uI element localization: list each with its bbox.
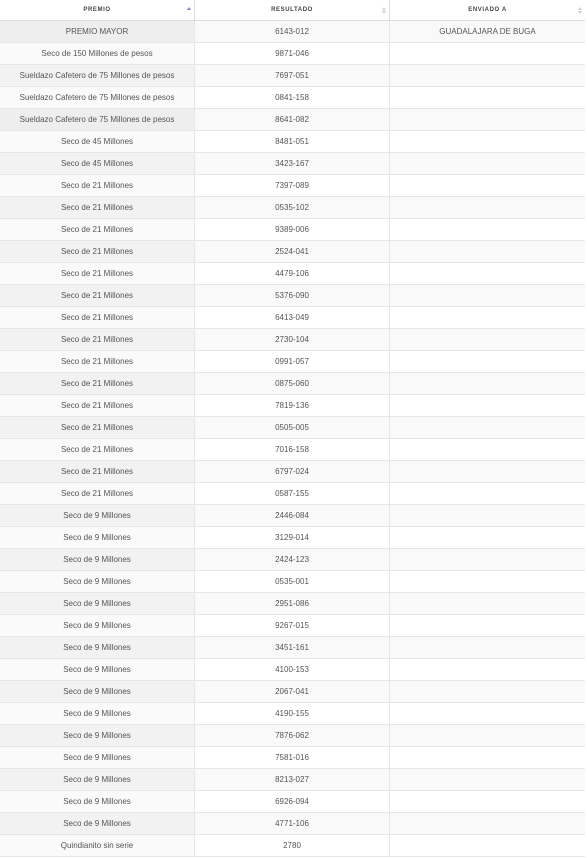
cell-resultado: 7876-062	[195, 725, 390, 746]
cell-resultado: 9871-046	[195, 43, 390, 64]
table-row	[0, 439, 585, 461]
table-row	[0, 791, 585, 813]
table-row	[0, 593, 585, 615]
cell-enviado-a	[390, 373, 585, 394]
cell-enviado-a	[390, 703, 585, 724]
cell-premio: Seco de 9 Millones	[0, 791, 195, 812]
cell-premio: Sueldazo Cafetero de 75 Millones de pesos	[0, 65, 195, 86]
cell-premio: Quindianito sin serie	[0, 835, 195, 856]
cell-premio: Seco de 9 Millones	[0, 659, 195, 680]
cell-enviado-a	[390, 109, 585, 130]
cell-enviado-a	[390, 395, 585, 416]
cell-enviado-a	[390, 571, 585, 592]
cell-enviado-a	[390, 153, 585, 174]
table-row	[0, 219, 585, 241]
cell-resultado: 7397-089	[195, 175, 390, 196]
cell-resultado: 3451-161	[195, 637, 390, 658]
cell-enviado-a	[390, 769, 585, 790]
cell-premio: Seco de 21 Millones	[0, 241, 195, 262]
table-row	[0, 241, 585, 263]
cell-premio: Seco de 45 Millones	[0, 131, 195, 152]
cell-enviado-a	[390, 197, 585, 218]
cell-resultado: 8481-051	[195, 131, 390, 152]
sort-arrows-icon[interactable]	[577, 5, 582, 15]
table-row	[0, 505, 585, 527]
cell-premio: Seco de 45 Millones	[0, 153, 195, 174]
table-row	[0, 725, 585, 747]
cell-resultado: 4771-106	[195, 813, 390, 834]
table-row	[0, 175, 585, 197]
cell-premio: Seco de 21 Millones	[0, 417, 195, 438]
table-row	[0, 659, 585, 681]
table-row	[0, 263, 585, 285]
table-row	[0, 483, 585, 505]
cell-enviado-a	[390, 593, 585, 614]
cell-resultado: 2524-041	[195, 241, 390, 262]
cell-enviado-a	[390, 505, 585, 526]
cell-enviado-a	[390, 241, 585, 262]
table-row	[0, 21, 585, 43]
cell-resultado: 0587-155	[195, 483, 390, 504]
cell-premio: Seco de 21 Millones	[0, 439, 195, 460]
cell-resultado: 9267-015	[195, 615, 390, 636]
cell-premio: Seco de 9 Millones	[0, 615, 195, 636]
table-row	[0, 307, 585, 329]
cell-premio: PREMIO MAYOR	[0, 21, 195, 42]
cell-premio: Seco de 21 Millones	[0, 219, 195, 240]
table-row	[0, 395, 585, 417]
sort-arrows-icon[interactable]	[381, 5, 386, 15]
cell-resultado: 7581-016	[195, 747, 390, 768]
cell-premio: Seco de 21 Millones	[0, 263, 195, 284]
cell-enviado-a	[390, 219, 585, 240]
cell-premio: Seco de 21 Millones	[0, 483, 195, 504]
cell-premio: Seco de 21 Millones	[0, 197, 195, 218]
table-row	[0, 43, 585, 65]
cell-enviado-a	[390, 615, 585, 636]
column-header-label: PREMIO	[83, 7, 111, 13]
cell-enviado-a	[390, 791, 585, 812]
cell-premio: Seco de 21 Millones	[0, 307, 195, 328]
cell-premio: Seco de 9 Millones	[0, 637, 195, 658]
column-header-label: ENVIADO A	[468, 7, 507, 13]
table-row	[0, 571, 585, 593]
cell-enviado-a	[390, 681, 585, 702]
cell-enviado-a	[390, 43, 585, 64]
cell-premio: Seco de 9 Millones	[0, 527, 195, 548]
cell-resultado: 3129-014	[195, 527, 390, 548]
cell-premio: Seco de 21 Millones	[0, 285, 195, 306]
cell-resultado: 4100-153	[195, 659, 390, 680]
cell-premio: Seco de 21 Millones	[0, 175, 195, 196]
cell-resultado: 7016-158	[195, 439, 390, 460]
cell-enviado-a	[390, 659, 585, 680]
table-row	[0, 351, 585, 373]
cell-premio: Seco de 21 Millones	[0, 373, 195, 394]
cell-enviado-a	[390, 527, 585, 548]
cell-enviado-a	[390, 549, 585, 570]
cell-resultado: 6926-094	[195, 791, 390, 812]
cell-enviado-a	[390, 131, 585, 152]
cell-premio: Seco de 21 Millones	[0, 329, 195, 350]
cell-resultado: 9389-006	[195, 219, 390, 240]
table-row	[0, 329, 585, 351]
cell-premio: Seco de 9 Millones	[0, 769, 195, 790]
table-row	[0, 637, 585, 659]
table-row	[0, 769, 585, 791]
cell-enviado-a	[390, 329, 585, 350]
table-row	[0, 109, 585, 131]
cell-enviado-a	[390, 263, 585, 284]
cell-resultado: 2424-123	[195, 549, 390, 570]
cell-premio: Sueldazo Cafetero de 75 Millones de pesos	[0, 109, 195, 130]
cell-premio: Seco de 9 Millones	[0, 571, 195, 592]
cell-premio: Seco de 9 Millones	[0, 593, 195, 614]
cell-resultado: 2730-104	[195, 329, 390, 350]
cell-enviado-a	[390, 175, 585, 196]
table-row	[0, 153, 585, 175]
cell-enviado-a	[390, 835, 585, 856]
cell-premio: Seco de 9 Millones	[0, 681, 195, 702]
cell-resultado: 2951-086	[195, 593, 390, 614]
cell-enviado-a	[390, 747, 585, 768]
table-row	[0, 373, 585, 395]
sort-arrows-icon[interactable]	[186, 5, 191, 15]
cell-resultado: 6413-049	[195, 307, 390, 328]
cell-resultado: 7697-051	[195, 65, 390, 86]
column-header-premio[interactable]	[0, 0, 195, 20]
table-row	[0, 461, 585, 483]
table-row	[0, 285, 585, 307]
cell-premio: Seco de 9 Millones	[0, 505, 195, 526]
table-row	[0, 615, 585, 637]
cell-premio: Seco de 9 Millones	[0, 813, 195, 834]
cell-enviado-a	[390, 637, 585, 658]
table-row	[0, 703, 585, 725]
cell-enviado-a	[390, 483, 585, 504]
cell-premio: Seco de 9 Millones	[0, 747, 195, 768]
cell-resultado: 4479-106	[195, 263, 390, 284]
column-header-label: RESULTADO	[271, 7, 313, 13]
cell-premio: Seco de 21 Millones	[0, 461, 195, 482]
cell-enviado-a	[390, 307, 585, 328]
cell-resultado: 4190-155	[195, 703, 390, 724]
table-row	[0, 197, 585, 219]
table-row	[0, 131, 585, 153]
cell-resultado: 8213-027	[195, 769, 390, 790]
cell-premio: Seco de 150 Millones de pesos	[0, 43, 195, 64]
cell-resultado: 0535-102	[195, 197, 390, 218]
column-header-resultado[interactable]	[195, 0, 390, 20]
table-row	[0, 747, 585, 769]
cell-enviado-a	[390, 65, 585, 86]
cell-resultado: 2067-041	[195, 681, 390, 702]
cell-premio: Seco de 9 Millones	[0, 703, 195, 724]
column-header-enviado-a[interactable]	[390, 0, 585, 20]
cell-enviado-a: GUADALAJARA DE BUGA	[390, 21, 585, 42]
table-row	[0, 87, 585, 109]
table-row	[0, 527, 585, 549]
cell-enviado-a	[390, 725, 585, 746]
cell-enviado-a	[390, 87, 585, 108]
cell-resultado: 2780	[195, 835, 390, 856]
cell-enviado-a	[390, 439, 585, 460]
cell-resultado: 0875-060	[195, 373, 390, 394]
cell-premio: Seco de 9 Millones	[0, 725, 195, 746]
cell-premio: Seco de 9 Millones	[0, 549, 195, 570]
cell-enviado-a	[390, 351, 585, 372]
cell-resultado: 3423-167	[195, 153, 390, 174]
cell-premio: Seco de 21 Millones	[0, 395, 195, 416]
cell-enviado-a	[390, 285, 585, 306]
cell-enviado-a	[390, 813, 585, 834]
cell-premio: Seco de 21 Millones	[0, 351, 195, 372]
table-row	[0, 417, 585, 439]
table-row	[0, 65, 585, 87]
cell-resultado: 8641-082	[195, 109, 390, 130]
table-body	[0, 21, 585, 857]
cell-premio: Sueldazo Cafetero de 75 Millones de pesos	[0, 87, 195, 108]
cell-resultado: 0991-057	[195, 351, 390, 372]
cell-resultado: 2446-084	[195, 505, 390, 526]
table-row	[0, 835, 585, 857]
cell-resultado: 6797-024	[195, 461, 390, 482]
cell-resultado: 0505-005	[195, 417, 390, 438]
cell-resultado: 0841-158	[195, 87, 390, 108]
cell-resultado: 6143-012	[195, 21, 390, 42]
cell-resultado: 0535-001	[195, 571, 390, 592]
cell-resultado: 5376-090	[195, 285, 390, 306]
cell-enviado-a	[390, 461, 585, 482]
table-row	[0, 813, 585, 835]
table-row	[0, 681, 585, 703]
table-header	[0, 0, 585, 21]
table-row	[0, 549, 585, 571]
cell-resultado: 7819-136	[195, 395, 390, 416]
cell-enviado-a	[390, 417, 585, 438]
